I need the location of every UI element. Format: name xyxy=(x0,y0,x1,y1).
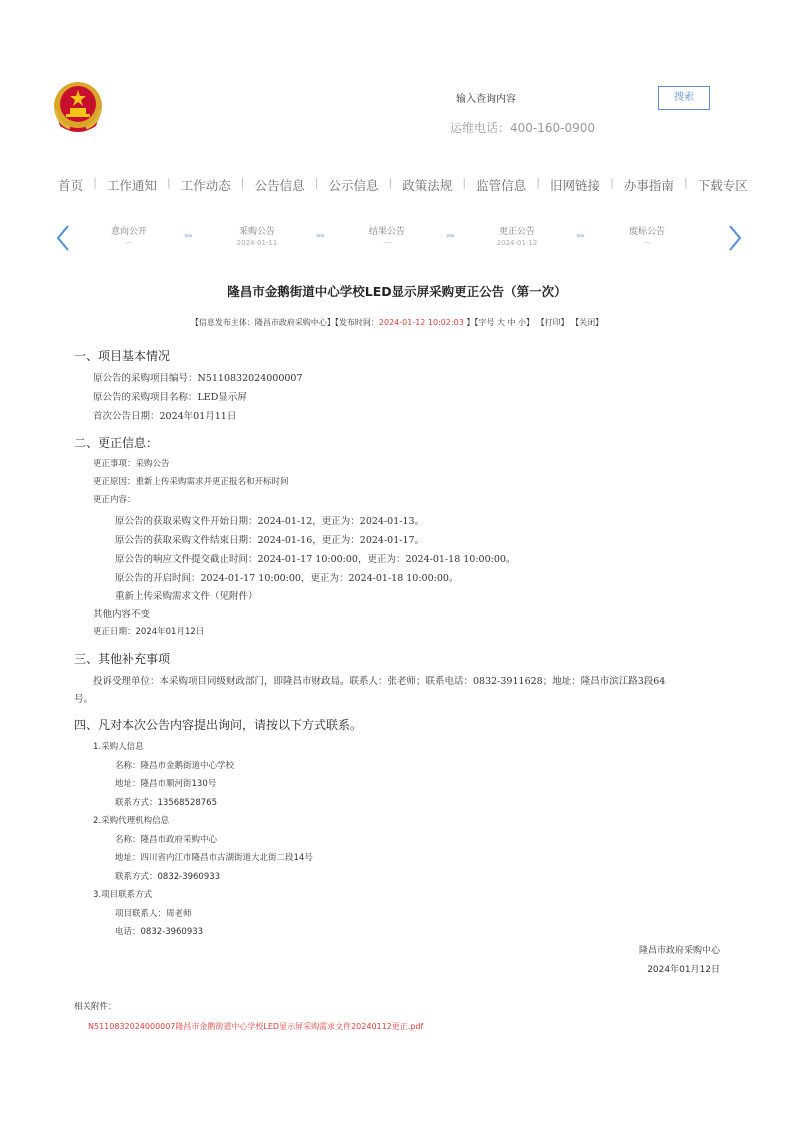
chevron-left-icon[interactable] xyxy=(56,224,70,252)
text-line: 项目联系人：周老师 xyxy=(115,909,192,919)
close-link[interactable]: 【关闭】 xyxy=(571,318,604,327)
stage-name: 更正公告 xyxy=(498,227,535,237)
search-input[interactable] xyxy=(440,88,656,110)
text-line: 号。 xyxy=(74,694,94,705)
nav-separator: | xyxy=(610,176,614,189)
text-line: 投诉受理单位：本采购项目同级财政部门，即隆昌市财政局。联系人：张老师；联系电话：0832-3911628；地址：隆昌市滨江路3段64 xyxy=(93,676,666,687)
stage-intent[interactable] xyxy=(84,226,174,248)
search-button[interactable]: 搜索 xyxy=(658,86,710,110)
text-line: 地址：隆昌市顺河街130号 xyxy=(115,779,217,789)
correction-line: 原公告的获取采购文件开始日期：2024-01-12，更正为：2024-01-13。 xyxy=(115,516,425,527)
text-line: 其他内容不变 xyxy=(93,609,151,620)
text-line: 地址：四川省内江市隆昌市古湖街道大北街二段14号 xyxy=(115,853,313,863)
text-line: 电话：0832-3960933 xyxy=(115,927,204,937)
chevron-double-right-icon: »» xyxy=(446,231,454,240)
font-size-large[interactable]: 大 xyxy=(496,318,505,327)
section-heading: 二、更正信息： xyxy=(74,436,159,450)
stage-cancel[interactable] xyxy=(602,226,692,248)
stage-date: --- xyxy=(125,239,133,247)
chevron-double-right-icon: »» xyxy=(184,231,192,240)
text-line: 原公告的采购项目编号：N5110832024000007 xyxy=(93,373,303,384)
signature-date: 2024年01月12日 xyxy=(647,965,720,975)
correction-line: 重新上传采购需求文件（见附件） xyxy=(115,591,258,602)
nav-policies[interactable]: 政策法规 xyxy=(402,178,453,193)
nav-guide[interactable]: 办事指南 xyxy=(623,178,674,193)
stage-date: --- xyxy=(383,239,391,247)
nav-work-news[interactable]: 工作动态 xyxy=(180,178,231,193)
stage-name: 采购公告 xyxy=(238,227,275,237)
nav-separator: | xyxy=(683,176,688,189)
text-line: 更正事项：采购公告 xyxy=(93,459,170,469)
stage-date: 2024-01-12 xyxy=(496,239,538,247)
stage-strip xyxy=(56,222,742,254)
text-line: 联系方式：13568528765 xyxy=(115,798,217,808)
section-heading: 四、凡对本次公告内容提出询问，请按以下方式联系。 xyxy=(74,718,363,732)
text-line: 更正内容： xyxy=(93,495,136,505)
nav-publicity[interactable]: 公示信息 xyxy=(328,178,379,193)
nav-downloads[interactable]: 下载专区 xyxy=(697,178,748,193)
chevron-double-right-icon: »» xyxy=(316,231,324,240)
stage-name: 废标公告 xyxy=(628,227,665,237)
nav-separator: | xyxy=(166,176,171,189)
stage-result[interactable] xyxy=(342,226,432,248)
text-line: 原公告的采购项目名称：LED显示屏 xyxy=(93,392,247,403)
text-line: 首次公告日期：2024年01月11日 xyxy=(93,411,237,422)
nav-separator: | xyxy=(314,176,319,189)
chevron-double-right-icon: »» xyxy=(576,231,584,240)
nav-separator: | xyxy=(240,176,245,189)
publish-time: 2024-01-12 10:02:03 xyxy=(378,318,464,327)
stage-name: 意向公开 xyxy=(110,227,147,237)
nav-announcements[interactable]: 公告信息 xyxy=(254,178,305,193)
stage-date: --- xyxy=(643,239,651,247)
signature-org: 隆昌市政府采购中心 xyxy=(638,946,720,956)
correction-line: 原公告的开启时间：2024-01-17 10:00:00，更正为：2024-01-18 10:00:00。 xyxy=(115,573,459,584)
chevron-right-icon[interactable] xyxy=(728,224,742,252)
nav-separator: | xyxy=(388,176,393,189)
stage-procurement[interactable] xyxy=(212,226,302,248)
text-line: 名称：隆昌市政府采购中心 xyxy=(115,835,218,845)
text-line: 名称：隆昌市金鹅街道中心学校 xyxy=(115,761,235,771)
hotline-text: 运维电话：400-160-0900 xyxy=(450,121,596,135)
text-line: 更正日期：2024年01月12日 xyxy=(93,627,205,637)
group-title: 2.采购代理机构信息 xyxy=(93,816,170,826)
stage-date: 2024-01-11 xyxy=(236,239,278,247)
section-heading: 三、其他补充事项 xyxy=(74,652,171,666)
section-heading: 一、项目基本情况 xyxy=(74,349,171,363)
stage-correction[interactable] xyxy=(472,226,562,248)
publisher-suffix: 】【字号 xyxy=(463,318,495,327)
main-nav xyxy=(58,176,748,196)
nav-separator: | xyxy=(93,176,97,189)
text-line: 更正原因：重新上传采购需求并更正报名和开标时间 xyxy=(93,477,289,487)
meta-bracket: 】 xyxy=(526,318,535,327)
attachment-link[interactable]: N5110832024000007隆昌市金鹅街道中心学校LED显示屏采购需求文件20240112更正.pdf xyxy=(88,1022,424,1031)
font-size-medium[interactable]: 中 xyxy=(507,318,516,327)
nav-home[interactable]: 首页 xyxy=(58,178,84,193)
font-size-small[interactable]: 小 xyxy=(518,318,527,327)
correction-line: 原公告的响应文件提交截止时间：2024-01-17 10:00:00，更正为：2024-01-18 10:00:00。 xyxy=(115,554,516,565)
group-title: 3.项目联系方式 xyxy=(93,890,153,900)
national-emblem-icon xyxy=(52,80,104,134)
group-title: 1.采购人信息 xyxy=(93,742,144,752)
nav-separator: | xyxy=(462,176,467,189)
nav-separator: | xyxy=(536,176,540,189)
attachments-label: 相关附件： xyxy=(74,1002,117,1012)
nav-supervision[interactable]: 监管信息 xyxy=(476,178,527,193)
nav-work-notice[interactable]: 工作通知 xyxy=(106,178,157,193)
publisher-prefix: 【信息发布主体：隆昌市政府采购中心】【发布时间： xyxy=(190,318,379,327)
text-line: 联系方式：0832-3960933 xyxy=(115,872,221,882)
article-meta xyxy=(0,317,794,328)
nav-old-site[interactable]: 旧网链接 xyxy=(550,178,601,193)
print-link[interactable]: 【打印】 xyxy=(536,318,569,327)
correction-line: 原公告的获取采购文件结束日期：2024-01-16，更正为：2024-01-17。 xyxy=(115,535,425,546)
page-title: 隆昌市金鹅街道中心学校LED显示屏采购更正公告（第一次） xyxy=(227,284,567,299)
stage-name: 结果公告 xyxy=(368,227,405,237)
